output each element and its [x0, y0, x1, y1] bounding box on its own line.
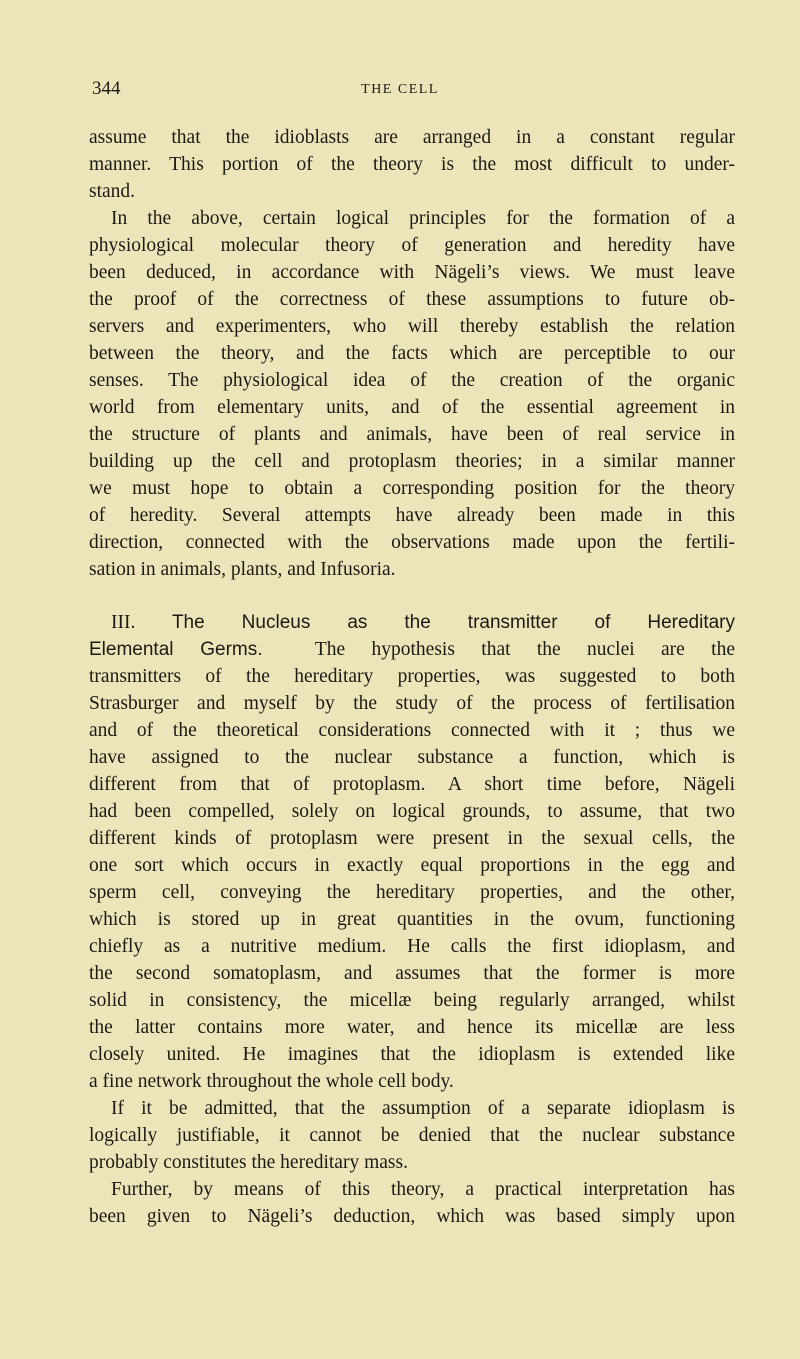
text-before-section [89, 124, 735, 583]
section-heading-line2 [89, 636, 735, 663]
section-title-continued: Elemental Germs. [89, 639, 263, 660]
text-line: closely united. He imagines that the idioplasm is extended like [89, 1044, 735, 1065]
text-line: different from that of protoplasm. A short time before, Nägeli [89, 774, 735, 795]
text-line: probably constitutes the hereditary mass. [89, 1152, 408, 1173]
text-line: been given to Nägeli’s deduction, which was based simply upon [89, 1206, 735, 1227]
text-line: one sort which occurs in exactly equal proportions in the egg and [89, 855, 735, 876]
text-line: If it be admitted, that the assumption of a separate idioplasm is [111, 1098, 735, 1119]
text-line: a fine network throughout the whole cell body. [89, 1071, 454, 1092]
text-line: world from elementary units, and of the essential agreement in [89, 397, 735, 418]
text-line: senses. The physiological idea of the creation of the organic [89, 370, 735, 391]
text-after-heading [89, 663, 735, 1230]
text-line: transmitters of the hereditary properties, was suggested to both [89, 666, 735, 687]
text-line: the proof of the correctness of these assumptions to future ob- [89, 289, 735, 310]
text-line: chiefly as a nutritive medium. He calls the first idioplasm, and [89, 936, 735, 957]
text-line: Strasburger and myself by the study of the process of fertilisation [89, 693, 735, 714]
text-line: stand. [89, 181, 136, 202]
text-line: between the theory, and the facts which are perceptible to our [89, 343, 735, 364]
section-iii [89, 609, 735, 1230]
text-line: direction, connected with the observations made upon the fertili- [89, 532, 735, 553]
text-line: manner. This portion of the theory is the most difficult to under- [89, 154, 735, 175]
section-heading-line1 [89, 609, 735, 636]
running-title: THE CELL [361, 82, 439, 97]
text-line: the second somatoplasm, and assumes that the former is more [89, 963, 735, 984]
text-line: logically justifiable, it cannot be denied that the nuclear substance [89, 1125, 735, 1146]
text-line: sperm cell, conveying the hereditary properties, and the other, [89, 882, 735, 903]
page-number: 344 [92, 78, 121, 99]
text-line: which is stored up in great quantities in the ovum, functioning [89, 909, 735, 930]
text-line: the latter contains more water, and hence its micellæ are less [89, 1017, 735, 1038]
text-line: the structure of plants and animals, have been of real service in [89, 424, 735, 445]
text-line: of heredity. Several attempts have already been made in this [89, 505, 735, 526]
section-number: III. [111, 612, 136, 633]
text-line: had been compelled, solely on logical grounds, to assume, that two [89, 801, 735, 822]
text-line: assume that the idioblasts are arranged in a constant regular [89, 127, 735, 148]
text-line: In the above, certain logical principles for the formation of a [111, 208, 735, 229]
text-line: we must hope to obtain a corresponding position for the theory [89, 478, 735, 499]
text-line: have assigned to the nuclear substance a function, which is [89, 747, 735, 768]
text-line: been deduced, in accordance with Nägeli’s views. We must leave [89, 262, 735, 283]
text-line: Further, by means of this theory, a practical interpretation has [111, 1179, 735, 1200]
text-line: and of the theoretical considerations connected with it ; thus we [89, 720, 735, 741]
text-line: physiological molecular theory of generation and heredity have [89, 235, 735, 256]
text-line: different kinds of protoplasm were present in the sexual cells, the [89, 828, 735, 849]
section-title: The Nucleus as the transmitter of Hereditary [171, 612, 736, 633]
text-line: sation in animals, plants, and Infusoria. [89, 559, 396, 580]
section-first-sentence: The hypothesis that the nuclei are the [314, 639, 735, 660]
text-line: building up the cell and protoplasm theories; in a similar manner [89, 451, 735, 472]
text-line: servers and experimenters, who will thereby establish the relation [89, 316, 735, 337]
text-line: solid in consistency, the micellæ being regularly arranged, whilst [89, 990, 735, 1011]
